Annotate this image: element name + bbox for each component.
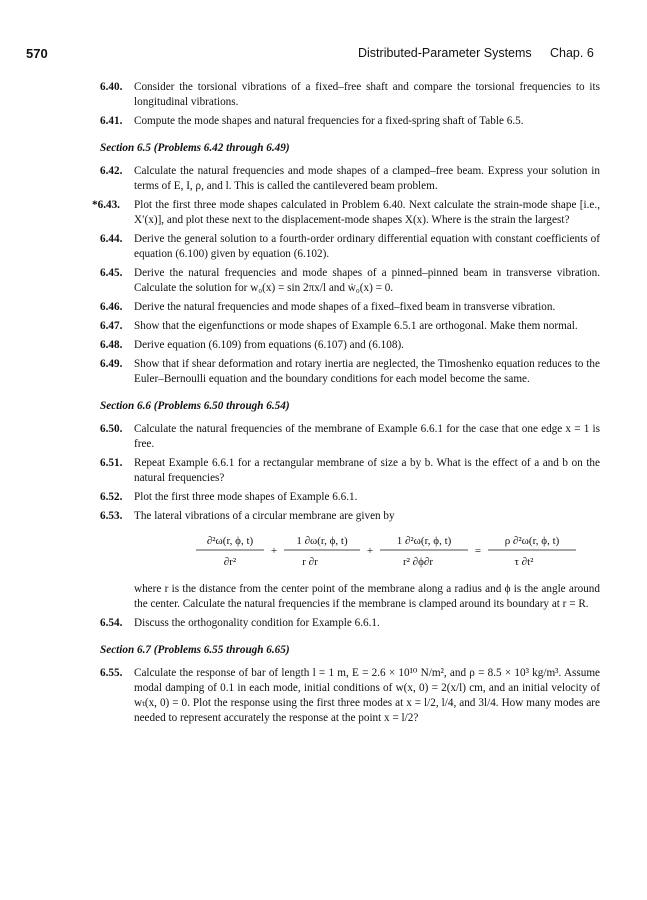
problem-6-47 xyxy=(100,319,600,334)
problem-6-51 xyxy=(100,456,600,486)
problem-6-42 xyxy=(100,164,600,194)
problem-number: 6.42. xyxy=(100,165,123,177)
problem-text: Compute the mode shapes and natural frequencies for a fixed-spring shaft of Table 6.5. xyxy=(134,115,524,127)
term1-denominator: ∂r² xyxy=(223,556,237,568)
membrane-equation xyxy=(134,530,600,578)
problem-text: Calculate the natural frequencies of the membrane of Example 6.6.1 for the case that one edge x = 1 is free. xyxy=(134,423,600,450)
term1-numerator: ∂²ω(r, ϕ, t) xyxy=(206,535,254,547)
section-heading-6-7: Section 6.7 (Problems 6.55 through 6.65) xyxy=(100,644,290,656)
problem-text: Show that the eigenfunctions or mode shapes of Example 6.5.1 are orthogonal. Make them normal. xyxy=(134,320,578,332)
rhs-numerator: ρ ∂²ω(r, ϕ, t) xyxy=(504,535,560,547)
problem-6-49 xyxy=(100,357,600,387)
problem-number: *6.43. xyxy=(92,199,120,211)
problem-text: Derive the natural frequencies and mode shapes of a fixed–fixed beam in transverse vibration. xyxy=(134,301,556,313)
problem-number: 6.45. xyxy=(100,267,123,279)
problem-number: 6.49. xyxy=(100,358,123,370)
term3-numerator: 1 ∂²ω(r, ϕ, t) xyxy=(396,535,452,547)
problem-number: 6.50. xyxy=(100,423,123,435)
plus-sign-1: + xyxy=(270,545,278,557)
problem-number: 6.40. xyxy=(100,81,123,93)
problem-6-44 xyxy=(100,232,600,262)
rhs-denominator: τ ∂t² xyxy=(514,556,534,568)
problem-text: Plot the first three mode shapes of Example 6.6.1. xyxy=(134,491,358,503)
problem-number: 6.53. xyxy=(100,510,123,522)
term3-denominator: r² ∂ϕ∂r xyxy=(402,556,434,568)
problem-6-53 xyxy=(100,509,600,524)
equals-sign: = xyxy=(474,545,482,557)
problem-text: Calculate the response of bar of length l = 1 m, E = 2.6 × 10¹⁰ N/m², and ρ = 8.5 × 10³ kg/m³. Assume modal damping of 0.1 in each mode, initial conditions of w(x, 0) = 2(x/l) cm, and an initial velocity of wₜ(x, 0) = 0. Plot the response using the first three modes at x = l/2, l/4, and 3l/4. How many modes are needed to represent accurately the response at the point x = l/2? xyxy=(134,667,600,724)
problem-number: 6.41. xyxy=(100,115,123,127)
page-header xyxy=(26,46,602,66)
problem-6-50 xyxy=(100,422,600,452)
problem-6-52 xyxy=(100,490,600,505)
term2-denominator: r ∂r xyxy=(302,556,318,568)
problem-text: Consider the torsional vibrations of a fixed–free shaft and compare the torsional frequencies to its longitudinal vibrations. xyxy=(134,81,600,108)
problem-6-41 xyxy=(100,114,600,129)
problem-6-45 xyxy=(100,266,600,296)
section-heading-6-5: Section 6.5 (Problems 6.42 through 6.49) xyxy=(100,142,290,154)
problem-6-55 xyxy=(100,666,600,726)
problem-number: 6.55. xyxy=(100,667,123,679)
problem-text: Show that if shear deformation and rotary inertia are neglected, the Timoshenko equation reduces to the Euler–Bernoulli equation and the boundary conditions for each model become the same. xyxy=(134,358,600,385)
equation-explanation: where r is the distance from the center point of the membrane along a radius and ϕ is the angle around the center. Calculate the natural frequencies if the membrane is clamped around its boundary at r = R. xyxy=(134,583,600,610)
problem-number: 6.51. xyxy=(100,457,123,469)
problem-number: 6.48. xyxy=(100,339,123,351)
problem-6-48 xyxy=(100,338,600,353)
equation-graphic xyxy=(134,530,600,578)
term2-numerator: 1 ∂ω(r, ϕ, t) xyxy=(296,535,348,547)
page-content xyxy=(92,80,600,726)
problem-6-43 xyxy=(92,198,600,228)
problem-number: 6.47. xyxy=(100,320,123,332)
running-title: Distributed-Parameter Systems xyxy=(358,46,532,60)
problem-text: Derive the natural frequencies and mode shapes of a pinned–pinned beam in transverse vibration. Calculate the solution for w₀(x) = sin 2πx/l and ẇ₀(x) = 0. xyxy=(134,267,600,294)
problem-text: Derive the general solution to a fourth-order ordinary differential equation with constant coefficients of equation (6.100) given by equation (6.102). xyxy=(134,233,600,260)
problem-6-40 xyxy=(100,80,600,110)
page-number: 570 xyxy=(26,46,48,61)
problem-text: Discuss the orthogonality condition for Example 6.6.1. xyxy=(134,617,380,629)
problem-text: Calculate the natural frequencies and mode shapes of a clamped–free beam. Express your solution in terms of E, I, ρ, and l. This is called the cantilevered beam problem. xyxy=(134,165,600,192)
problem-text: Derive equation (6.109) from equations (6.107) and (6.108). xyxy=(134,339,404,351)
problem-number: 6.54. xyxy=(100,617,123,629)
problem-text: The lateral vibrations of a circular membrane are given by xyxy=(134,510,395,522)
section-heading-6-6: Section 6.6 (Problems 6.50 through 6.54) xyxy=(100,400,290,412)
problem-number: 6.46. xyxy=(100,301,123,313)
problem-number: 6.52. xyxy=(100,491,123,503)
problem-number: 6.44. xyxy=(100,233,123,245)
problem-6-54 xyxy=(100,616,600,631)
chapter-label: Chap. 6 xyxy=(550,46,594,60)
problem-text: Repeat Example 6.6.1 for a rectangular membrane of size a by b. What is the effect of a and b on the natural frequencies? xyxy=(134,457,600,484)
problem-text: Plot the first three mode shapes calculated in Problem 6.40. Next calculate the strain-mode shape [i.e., X′(x)], and plot these next to the displacement-mode shapes X(x). Where is the strain the largest? xyxy=(134,199,600,226)
problem-6-46 xyxy=(100,300,600,315)
plus-sign-2: + xyxy=(366,545,374,557)
